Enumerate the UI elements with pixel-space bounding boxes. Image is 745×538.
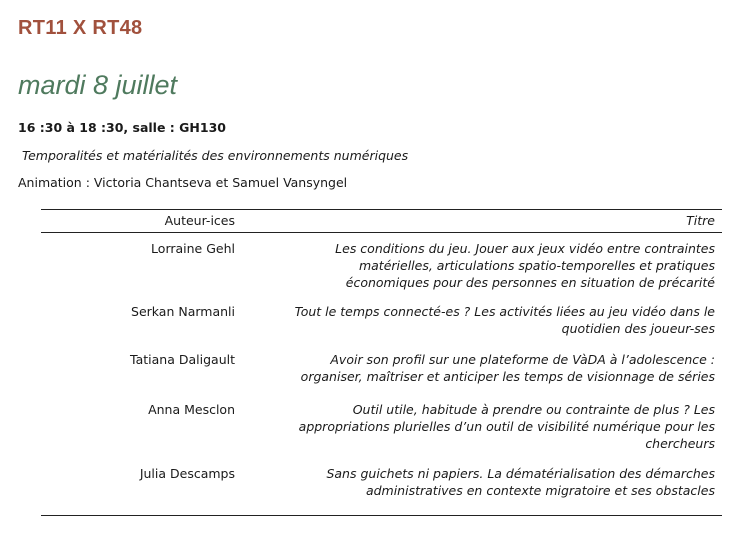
- session-animation: Animation : Victoria Chantseva et Samuel Vansyngel: [18, 175, 348, 190]
- title-line: Les conditions du jeu. Jouer aux jeux vidéo entre contraintes: [335, 241, 715, 256]
- date-heading: mardi 8 juillet: [18, 70, 178, 100]
- column-header-author: Auteur-ices: [164, 213, 235, 228]
- table-row-title: [285, 401, 715, 452]
- table-bottom-rule: [41, 515, 722, 516]
- table-row-title: [285, 351, 715, 385]
- title-line: Sans guichets ni papiers. La dématérialisation des démarches: [326, 466, 715, 481]
- table-row-author: Serkan Narmanli: [131, 304, 235, 319]
- title-line: administratives en contexte migratoire et ses obstacles: [365, 483, 715, 498]
- table-row-author: Anna Mesclon: [148, 402, 235, 417]
- title-line: Tout le temps connecté-es ? Les activités liées au jeu vidéo dans le: [294, 304, 715, 319]
- title-line: appropriations plurielles d’un outil de visibilité numérique pour les: [298, 419, 715, 434]
- table-top-rule: [41, 209, 722, 210]
- column-header-title: Titre: [686, 213, 715, 228]
- time-room: 16 :30 à 18 :30, salle : GH130: [18, 120, 226, 135]
- table-row-author: Julia Descamps: [139, 466, 235, 481]
- table-row-author: Tatiana Daligault: [130, 352, 235, 367]
- table-row-title: [285, 303, 715, 337]
- session-theme: Temporalités et matérialités des environnements numériques: [22, 148, 409, 163]
- title-line: Outil utile, habitude à prendre ou contrainte de plus ? Les: [352, 402, 715, 417]
- title-line: organiser, maîtriser et anticiper les temps de visionnage de séries: [300, 369, 715, 384]
- title-line: chercheurs: [645, 436, 715, 451]
- table-row-author: Lorraine Gehl: [151, 241, 235, 256]
- table-row-title: [285, 240, 715, 291]
- session-code: RT11 X RT48: [18, 17, 143, 39]
- title-line: matérielles, articulations spatio-temporelles et pratiques: [358, 258, 715, 273]
- title-line: Avoir son profil sur une plateforme de VàDA à l’adolescence :: [330, 352, 715, 367]
- title-line: quotidien des joueur-ses: [561, 321, 715, 336]
- title-line: économiques pour des personnes en situation de précarité: [345, 275, 715, 290]
- table-row-title: [285, 465, 715, 499]
- table-header-rule: [41, 232, 722, 233]
